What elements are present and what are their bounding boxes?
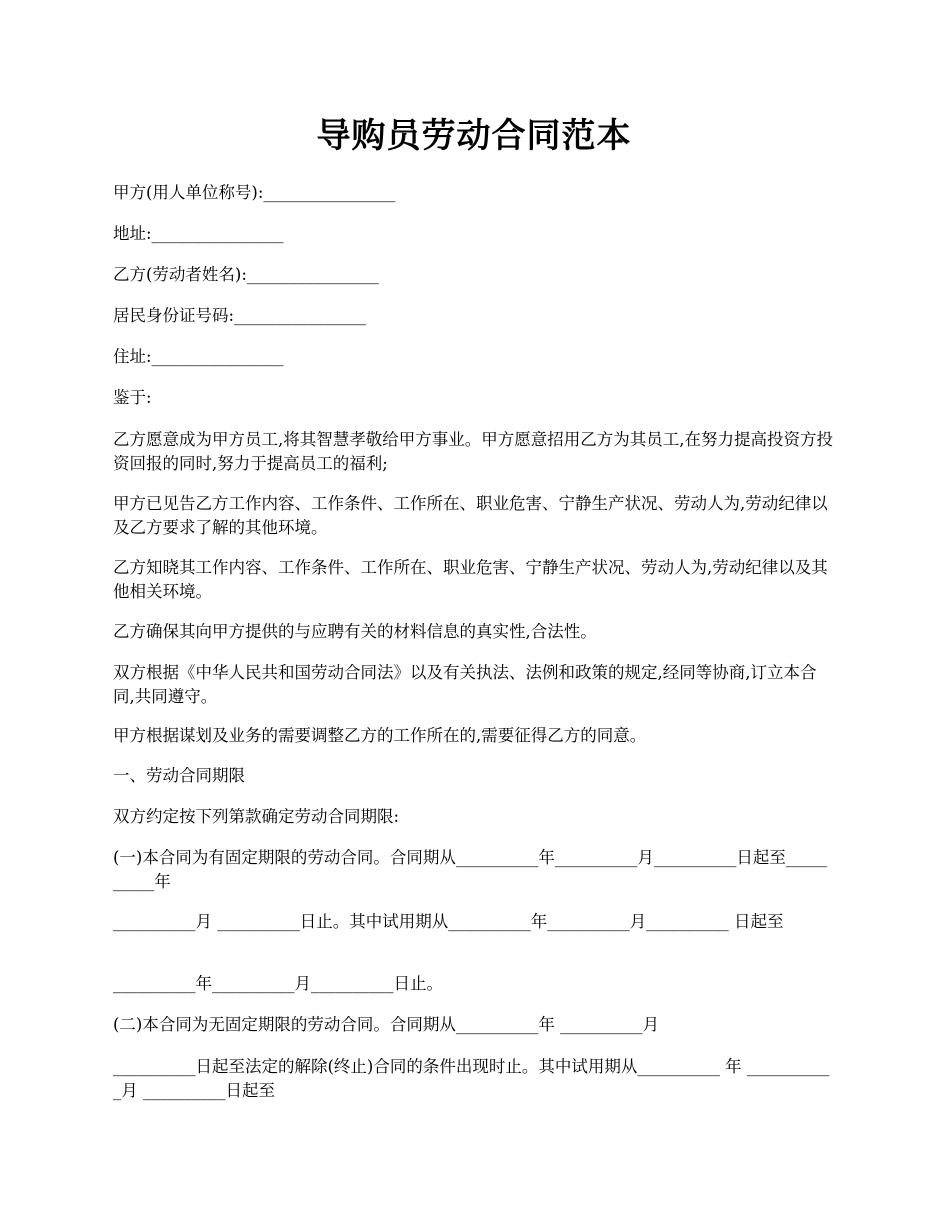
section-heading: 一、劳动合同期限 bbox=[113, 766, 245, 785]
employee-field: 乙方(劳动者姓名):________________ bbox=[113, 265, 379, 284]
paragraph: 甲方根据谋划及业务的需要调整乙方的工作所在的,需要征得乙方的同意。 bbox=[113, 726, 647, 745]
whereas-label: 鉴于: bbox=[113, 388, 152, 407]
open-term-clause-cont: __________日起至法定的解除(终止)合同的条件出现时止。其中试用期从__________ 年 ___________月 __________日起至 bbox=[113, 1057, 830, 1100]
section-intro: 双方约定按下列第款确定劳动合同期限: bbox=[113, 807, 400, 826]
paragraph: 双方根据《中华人民共和国劳动合同法》以及有关执法、法例和政策的规定,经同等协商,订立本合同,共同遵守。 bbox=[113, 663, 817, 706]
paragraph: 乙方确保其向甲方提供的与应聘有关的材料信息的真实性,合法性。 bbox=[113, 622, 597, 641]
employee-address-field: 住址:________________ bbox=[113, 347, 284, 366]
fixed-term-clause: (一)本合同为有固定期限的劳动合同。合同期从__________年__________月__________日起至__________年 bbox=[113, 848, 828, 891]
fixed-term-clause-cont: __________月 __________日止。其中试用期从__________年__________月__________ 日起至 bbox=[113, 912, 784, 931]
open-term-clause: (二)本合同为无固定期限的劳动合同。合同期从__________年 __________月 bbox=[113, 1015, 660, 1034]
paragraph: 乙方知晓其工作内容、工作条件、工作所在、职业危害、宁静生产状况、劳动人为,劳动纪律以及其他相关环境。 bbox=[113, 558, 828, 601]
paragraph: 甲方已见告乙方工作内容、工作条件、工作所在、职业危害、宁静生产状况、劳动人为,劳动纪律以及乙方要求了解的其他环境。 bbox=[113, 494, 828, 537]
id-number-field: 居民身份证号码:________________ bbox=[113, 306, 367, 325]
employer-field: 甲方(用人单位称号):________________ bbox=[113, 183, 396, 202]
paragraph: 乙方愿意成为甲方员工,将其智慧孝敬给甲方事业。甲方愿意招用乙方为其员工,在努力提高投资方投资回报的同时,努力于提高员工的福利; bbox=[113, 430, 833, 473]
fixed-term-clause-end: __________年__________月__________日止。 bbox=[113, 974, 443, 993]
document-title: 导购员劳动合同范本 bbox=[316, 116, 632, 156]
employer-address-field: 地址:________________ bbox=[113, 224, 284, 243]
